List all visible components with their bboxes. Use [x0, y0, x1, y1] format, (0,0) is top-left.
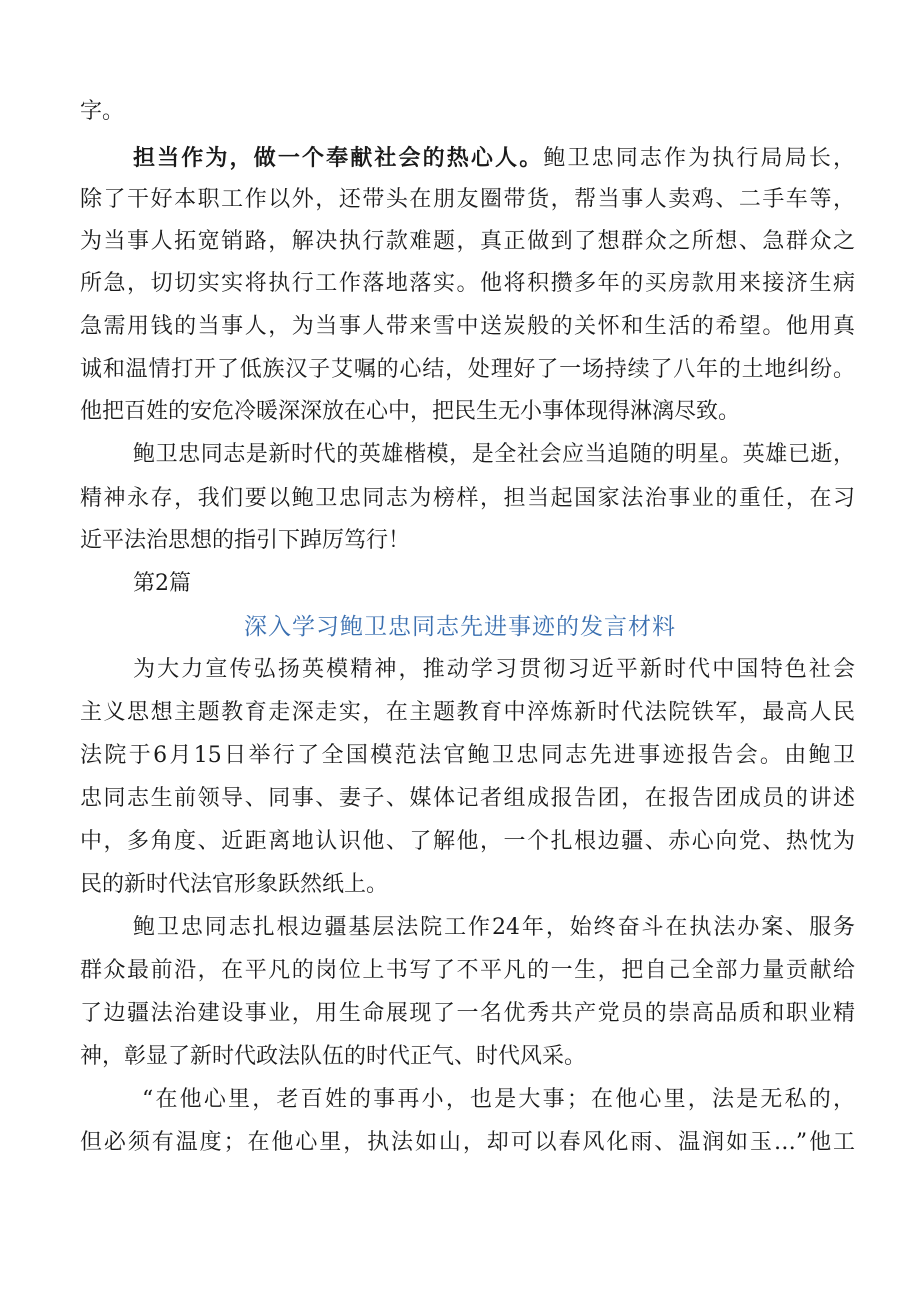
text-line: 神，彰显了新时代政法队伍的时代正气、时代风采。: [80, 1044, 587, 1069]
text-line: [133, 143, 855, 174]
text-line: 字。: [80, 99, 125, 124]
text-line: “在他心里，老百姓的事再小，也是大事；在他心里，法是无私的，: [142, 1087, 855, 1112]
bold-lead-sentence: 担当作为，做一个奉献社会的热心人。: [133, 145, 544, 171]
text-line-rest: 鲍卫忠同志作为执行局局长，: [543, 146, 855, 171]
text-line: 他把百姓的安危冷暖深深放在心中，把民生无小事体现得淋漓尽致。: [80, 399, 741, 424]
text-line: 群众最前沿，在平凡的岗位上书写了不平凡的一生，把自己全部力量贡献给: [80, 958, 855, 983]
text-line: 为大力宣传弘扬英模精神，推动学习贯彻习近平新时代中国特色社会: [133, 657, 855, 682]
text-line: 忠同志生前领导、同事、妻子、媒体记者组成报告团，在报告团成员的讲述: [80, 786, 855, 811]
text-line: 急需用钱的当事人，为当事人带来雪中送炭般的关怀和生活的希望。他用真: [80, 314, 855, 339]
text-line: 法院于6月15日举行了全国模范法官鲍卫忠同志先进事迹报告会。由鲍卫: [80, 743, 855, 768]
text-line: 精神永存，我们要以鲍卫忠同志为榜样，担当起国家法治事业的重任，在习: [80, 486, 855, 511]
text-line: 主义思想主题教育走深走实，在主题教育中淬炼新时代法院铁军，最高人民: [80, 700, 855, 725]
text-line: 民的新时代法官形象跃然纸上。: [80, 872, 389, 897]
text-line: 鲍卫忠同志是新时代的英雄楷模，是全社会应当追随的明星。英雄已逝，: [133, 442, 855, 467]
text-line: 但必须有温度；在他心里，执法如山，却可以春风化雨、温润如玉…”他工: [80, 1130, 855, 1155]
text-line: 诚和温情打开了低族汉子艾嘱的心结，处理好了一场持续了八年的土地纠纷。: [80, 357, 855, 382]
text-line: 为当事人拓宽销路，解决执行款难题，真正做到了想群众之所想、急群众之: [80, 229, 855, 254]
text-line: 除了干好本职工作以外，还带头在朋友圈带货，帮当事人卖鸡、二手车等，: [80, 187, 855, 212]
text-line: 所急，切切实实将执行工作落地落实。他将积攒多年的买房款用来接济生病: [80, 271, 855, 296]
text-line: 近平法治思想的指引下踔厉笃行！: [80, 528, 411, 553]
text-line: 鲍卫忠同志扎根边疆基层法院工作24年，始终奋斗在执法办案、服务: [133, 915, 855, 940]
text-line: 中，多角度、近距离地认识他、了解他，一个扎根边疆、赤心向党、热忱为: [80, 829, 855, 854]
text-line: 了边疆法治建设事业，用生命展现了一名优秀共产党员的崇高品质和职业精: [80, 1001, 855, 1026]
section-label: 第2篇: [133, 571, 191, 596]
article-title: 深入学习鲍卫忠同志先进事迹的发言材料: [244, 614, 676, 640]
